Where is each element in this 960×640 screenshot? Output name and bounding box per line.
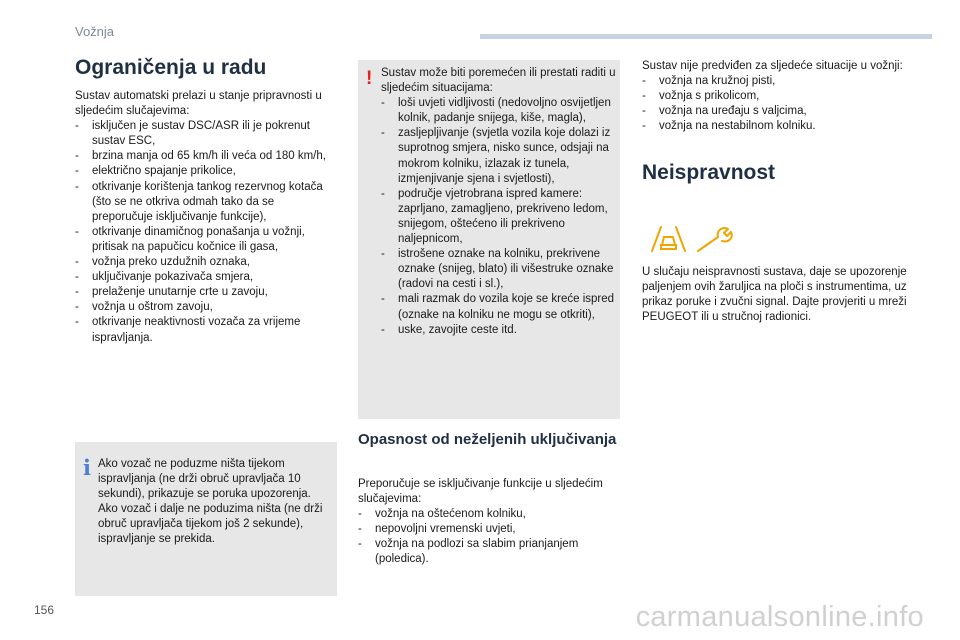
warning-list xyxy=(381,96,617,338)
limitations-list xyxy=(75,119,335,345)
list-item: - nepovoljni vremenski uvjeti, xyxy=(358,522,618,537)
page-number: 156 xyxy=(34,603,55,617)
header-bar xyxy=(480,34,932,39)
list-item: - brzina manja od 65 km/h ili veća od 180 km/h, xyxy=(75,149,335,164)
limitations-section xyxy=(75,89,335,346)
watermark: carmanualsonline.info xyxy=(635,601,924,633)
warning-box-content xyxy=(381,66,617,338)
list-item: - istrošene oznake na kolniku, prekrivene oznake (snijeg, blato) ili višestruke oznake (radovi na cesti i sl.), xyxy=(381,247,617,292)
list-item: - vožnja na kružnoj pisti, xyxy=(642,74,912,89)
not-designed-list xyxy=(642,74,912,134)
list-item: - zasljepljivanje (svjetla vozila koje dolazi iz suprotnog smjera, nisko sunce, odsjaji na mokrom kolniku, izlazak iz tunela, izmjenjivanje sjena i svjetlosti), xyxy=(381,126,617,186)
not-designed-intro: Sustav nije predviđen za sljedeće situacije u vožnji: xyxy=(642,60,903,72)
section-header: Vožnja xyxy=(75,24,115,39)
lane-warning-icon xyxy=(652,227,685,251)
list-item: - područje vjetrobrana ispred kamere: zaprljano, zamagljeno, prekriveno ledom, snijegom, oštećeno ili prekriveno naljepnicom, xyxy=(381,187,617,247)
warning-icon: ! xyxy=(366,68,373,89)
list-item: - otkrivanje korištenja tankog rezervnog kotača (što se ne otkriva odmah tako da se preporučuje isključivanje funkcije), xyxy=(75,180,335,225)
list-item: - prelaženje unutarnje crte u zavoju, xyxy=(75,285,335,300)
list-item: - vožnja na oštećenom kolniku, xyxy=(358,507,618,522)
list-item: - loši uvjeti vidljivosti (nedovoljno osvijetljen kolnik, padanje snijega, kiše, magla), xyxy=(381,96,617,126)
unwanted-activation-intro: Preporučuje se isključivanje funkcije u sljedećim slučajevima: xyxy=(358,478,603,506)
warning-lamps xyxy=(648,223,740,260)
list-item: - vožnja s prikolicom, xyxy=(642,89,912,104)
info-box-text: Ako vozač ne poduzme ništa tijekom ispravljanja (ne drži obruč upravljača 10 sekundi), prikazuje se poruka upozorenja. Ako vozač i dalje ne poduzima ništa (ne drži obruč upravljača tijekom još 2 sekunde), ispravljanje se prekida. xyxy=(98,458,323,546)
list-item: - uske, zavojite ceste itd. xyxy=(381,323,617,338)
info-icon: i xyxy=(83,455,91,480)
list-item: - isključen je sustav DSC/ASR ili je pokrenut sustav ESC, xyxy=(75,119,335,149)
wrench-icon xyxy=(698,228,732,251)
unwanted-activation-section xyxy=(358,477,618,568)
limitations-intro: Sustav automatski prelazi u stanje pripravnosti u sljedećim slučajevima: xyxy=(75,90,322,118)
list-item: - električno spajanje prikolice, xyxy=(75,164,335,179)
malfunction-text: U slučaju neispravnosti sustava, daje se upozorenje paljenjem ovih žaruljica na ploči s instrumentima, uz prikaz poruke i zvučni signal. Dajte provjeriti u mreži PEUGEOT ili u stručnoj radionici. xyxy=(642,266,907,324)
list-item: - vožnja preko uzdužnih oznaka, xyxy=(75,255,335,270)
list-item: - vožnja na nestabilnom kolniku. xyxy=(642,119,912,134)
unwanted-activation-list xyxy=(358,507,618,567)
list-item: - otkrivanje neaktivnosti vozača za vrijeme ispravljanja. xyxy=(75,315,335,345)
list-item: - mali razmak do vozila koje se kreće ispred (oznake na kolniku ne mogu se otkriti), xyxy=(381,292,617,322)
page-title: Ograničenja u radu xyxy=(75,56,267,79)
warning-intro: Sustav može biti poremećen ili prestati raditi u sljedećim situacijama: xyxy=(381,67,616,95)
list-item: - uključivanje pokazivača smjera, xyxy=(75,270,335,285)
not-designed-section xyxy=(642,59,912,134)
list-item: - vožnja na uređaju s valjcima, xyxy=(642,104,912,119)
list-item: - vožnja u oštrom zavoju, xyxy=(75,300,335,315)
malfunction-title: Neispravnost xyxy=(642,161,776,184)
list-item: - vožnja na podlozi sa slabim prianjanjem (poledica). xyxy=(358,537,618,567)
list-item: - otkrivanje dinamičnog ponašanja u vožnji, pritisak na papučicu kočnice ili gasa, xyxy=(75,225,335,255)
unwanted-activation-title: Opasnost od neželjenih uključivanja xyxy=(358,431,617,448)
